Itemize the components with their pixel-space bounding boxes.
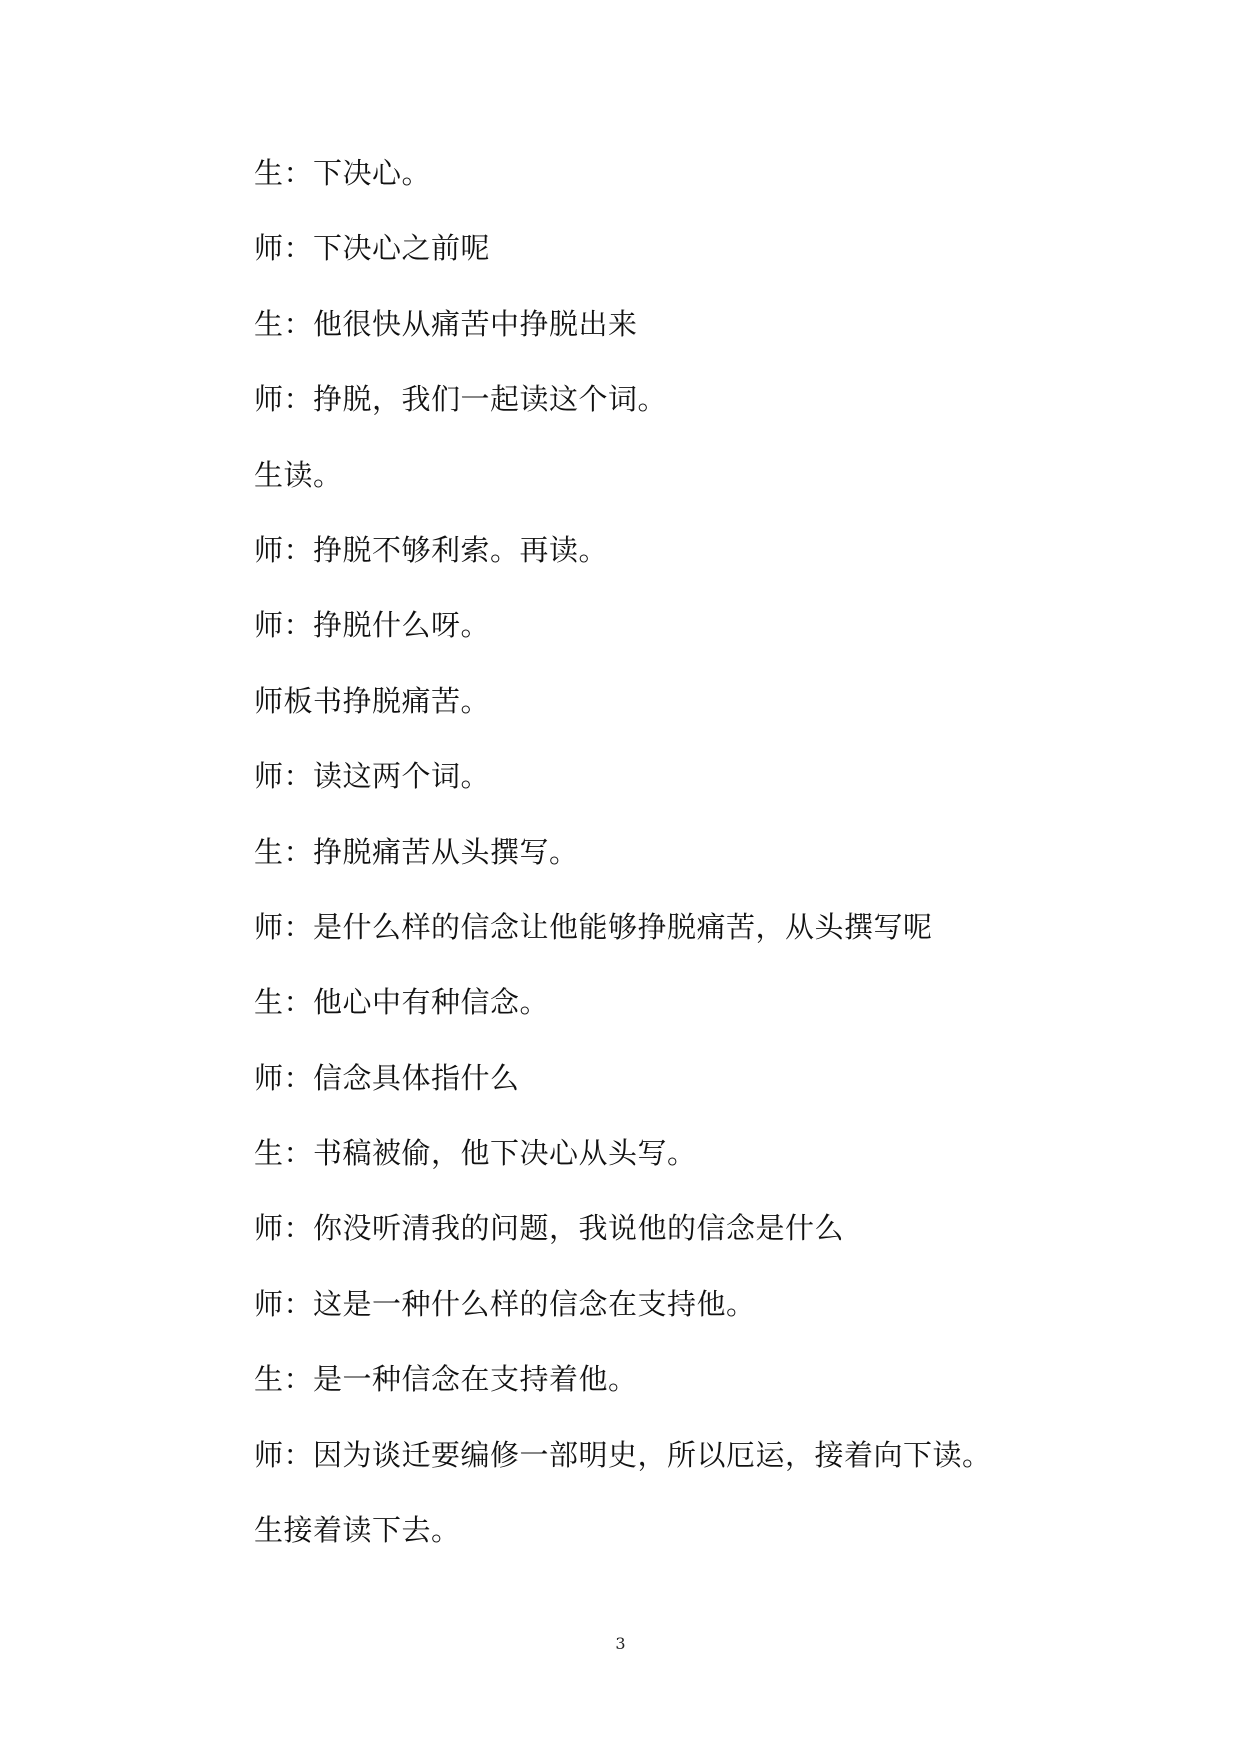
dialogue-line: 师：因为谈迁要编修一部明史，所以厄运，接着向下读。 (254, 1437, 992, 1472)
dialogue-line: 师：是什么样的信念让他能够挣脱痛苦，从头撰写呢 (254, 909, 933, 944)
dialogue-line: 师：下决心之前呢 (254, 231, 491, 266)
dialogue-line: 师：挣脱，我们一起读这个词。 (254, 382, 668, 417)
dialogue-line: 师：信念具体指什么 (254, 1060, 520, 1095)
dialogue-line: 生：他很快从痛苦中挣脱出来 (254, 306, 638, 341)
dialogue-line: 师：你没听清我的问题，我说他的信念是什么 (254, 1211, 845, 1246)
dialogue-line: 生：挣脱痛苦从头撰写。 (254, 834, 579, 869)
dialogue-transcript (254, 150, 1134, 1582)
dialogue-line: 师：挣脱不够利索。再读。 (254, 532, 609, 567)
dialogue-line: 师：这是一种什么样的信念在支持他。 (254, 1286, 756, 1321)
dialogue-line: 生读。 (254, 457, 343, 492)
dialogue-line: 师：挣脱什么呀。 (254, 608, 491, 643)
dialogue-line: 生：书稿被偷，他下决心从头写。 (254, 1136, 697, 1171)
dialogue-line: 生：是一种信念在支持着他。 (254, 1362, 638, 1397)
dialogue-line: 师：读这两个词。 (254, 759, 491, 794)
dialogue-line: 生：下决心。 (254, 156, 432, 190)
page-number: 3 (615, 1634, 626, 1653)
dialogue-line: 生：他心中有种信念。 (254, 985, 550, 1020)
dialogue-line: 师板书挣脱痛苦。 (254, 683, 491, 718)
dialogue-line: 生接着读下去。 (254, 1513, 461, 1548)
